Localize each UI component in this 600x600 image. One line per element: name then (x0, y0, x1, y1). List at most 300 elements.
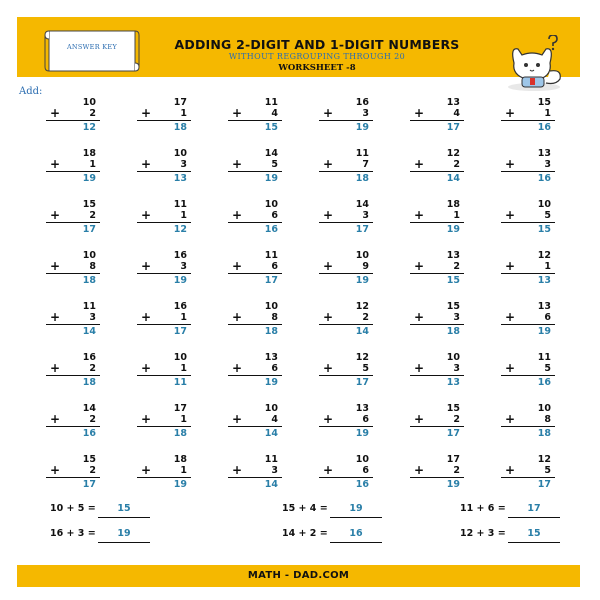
answer: 12 (173, 224, 187, 235)
sum-line (410, 222, 464, 223)
worksheet-subtitle: WITHOUT REGROUPING THROUGH 20 (228, 52, 406, 61)
bottom-number: 6 (271, 363, 278, 374)
header-band (17, 17, 580, 77)
bottom-number: 2 (89, 210, 96, 221)
addition-problem (141, 352, 191, 394)
plus-sign: + (414, 412, 425, 426)
plus-sign: + (323, 412, 334, 426)
plus-sign: + (323, 106, 334, 120)
bottom-number: 4 (453, 108, 460, 119)
sum-line (228, 273, 282, 274)
equation: 11 + 6 = (460, 503, 506, 514)
answer-line (98, 542, 150, 543)
cat-mascot-icon (500, 35, 570, 93)
sum-line (501, 426, 555, 427)
addition-problem (141, 403, 191, 445)
plus-sign: + (232, 208, 243, 222)
top-number: 15 (537, 97, 551, 108)
addition-problem (232, 97, 282, 139)
sum-line (410, 171, 464, 172)
bottom-number: 8 (89, 261, 96, 272)
top-number: 10 (82, 250, 96, 261)
bottom-number: 4 (271, 108, 278, 119)
top-number: 12 (355, 301, 369, 312)
answer: 19 (173, 479, 187, 490)
addition-problem (50, 148, 100, 190)
addition-problem (141, 148, 191, 190)
addition-problem (323, 301, 373, 343)
plus-sign: + (232, 412, 243, 426)
sum-line (501, 171, 555, 172)
bottom-number: 2 (453, 414, 460, 425)
horizontal-problem (50, 503, 160, 519)
sum-line (319, 171, 373, 172)
bottom-number: 2 (89, 363, 96, 374)
bottom-number: 5 (362, 363, 369, 374)
sum-line (137, 477, 191, 478)
bottom-number: 3 (180, 261, 187, 272)
bottom-number: 3 (362, 108, 369, 119)
addition-problem (50, 403, 100, 445)
addition-problem (505, 148, 555, 190)
answer: 15 (264, 122, 278, 133)
answer: 19 (117, 528, 131, 539)
plus-sign: + (50, 412, 61, 426)
answer: 19 (349, 503, 363, 514)
answer: 13 (446, 377, 460, 388)
bottom-number: 1 (180, 414, 187, 425)
bottom-number: 1 (544, 261, 551, 272)
answer: 17 (355, 224, 369, 235)
plus-sign: + (141, 259, 152, 273)
top-number: 10 (264, 301, 278, 312)
top-number: 10 (355, 454, 369, 465)
addition-problem (505, 403, 555, 445)
sum-line (228, 120, 282, 121)
sum-line (319, 324, 373, 325)
sum-line (501, 375, 555, 376)
answer: 17 (527, 503, 541, 514)
answer: 19 (82, 173, 96, 184)
sum-line (228, 477, 282, 478)
sum-line (46, 273, 100, 274)
top-number: 17 (446, 454, 460, 465)
bottom-number: 2 (453, 159, 460, 170)
answer: 17 (82, 224, 96, 235)
answer: 17 (264, 275, 278, 286)
sum-line (319, 477, 373, 478)
addition-problem (232, 454, 282, 496)
worksheet-number: WORKSHEET -8 (278, 63, 356, 73)
footer-band (17, 565, 580, 587)
addition-problem (232, 301, 282, 343)
sum-line (137, 426, 191, 427)
top-number: 11 (264, 250, 278, 261)
plus-sign: + (141, 106, 152, 120)
bottom-number: 5 (544, 210, 551, 221)
addition-problem (414, 97, 464, 139)
sum-line (46, 120, 100, 121)
top-number: 12 (446, 148, 460, 159)
answer: 15 (117, 503, 131, 514)
bottom-number: 3 (271, 465, 278, 476)
addition-problem (323, 97, 373, 139)
plus-sign: + (414, 361, 425, 375)
addition-problem (232, 148, 282, 190)
addition-problem (505, 250, 555, 292)
top-number: 10 (264, 199, 278, 210)
bottom-number: 1 (180, 108, 187, 119)
plus-sign: + (141, 361, 152, 375)
bottom-number: 1 (180, 465, 187, 476)
top-number: 13 (537, 148, 551, 159)
addition-problem (414, 199, 464, 241)
top-number: 10 (355, 250, 369, 261)
answer: 14 (82, 326, 96, 337)
answer: 16 (355, 479, 369, 490)
addition-problem (505, 199, 555, 241)
sum-line (410, 324, 464, 325)
plus-sign: + (505, 208, 516, 222)
top-number: 15 (446, 403, 460, 414)
plus-sign: + (323, 259, 334, 273)
bottom-number: 4 (271, 414, 278, 425)
top-number: 12 (537, 454, 551, 465)
bottom-number: 8 (271, 312, 278, 323)
bottom-number: 2 (362, 312, 369, 323)
sum-line (319, 120, 373, 121)
top-number: 12 (355, 352, 369, 363)
sum-line (137, 375, 191, 376)
bottom-number: 2 (89, 108, 96, 119)
bottom-number: 1 (180, 363, 187, 374)
sum-line (137, 273, 191, 274)
top-number: 15 (446, 301, 460, 312)
plus-sign: + (414, 310, 425, 324)
plus-sign: + (414, 208, 425, 222)
answer: 14 (264, 479, 278, 490)
plus-sign: + (232, 463, 243, 477)
answer: 18 (82, 377, 96, 388)
answer: 19 (446, 224, 460, 235)
addition-problem (141, 301, 191, 343)
top-number: 14 (355, 199, 369, 210)
add-instruction: Add: (19, 86, 43, 97)
answer: 18 (264, 326, 278, 337)
answer: 18 (355, 173, 369, 184)
top-number: 14 (82, 403, 96, 414)
bottom-number: 8 (544, 414, 551, 425)
sum-line (228, 324, 282, 325)
answer: 16 (349, 528, 363, 539)
plus-sign: + (141, 208, 152, 222)
answer: 19 (264, 173, 278, 184)
top-number: 10 (537, 403, 551, 414)
plus-sign: + (505, 106, 516, 120)
answer: 15 (446, 275, 460, 286)
plus-sign: + (505, 463, 516, 477)
addition-problem (505, 352, 555, 394)
answer: 19 (355, 428, 369, 439)
top-number: 13 (355, 403, 369, 414)
sum-line (46, 477, 100, 478)
equation: 14 + 2 = (282, 528, 328, 539)
sum-line (228, 375, 282, 376)
sum-line (410, 426, 464, 427)
sum-line (319, 273, 373, 274)
sum-line (228, 171, 282, 172)
plus-sign: + (505, 259, 516, 273)
bottom-number: 3 (362, 210, 369, 221)
answer: 14 (355, 326, 369, 337)
top-number: 17 (173, 97, 187, 108)
answer: 18 (82, 275, 96, 286)
addition-problem (141, 199, 191, 241)
plus-sign: + (505, 412, 516, 426)
addition-problem (141, 250, 191, 292)
sum-line (319, 222, 373, 223)
bottom-number: 2 (453, 465, 460, 476)
plus-sign: + (323, 157, 334, 171)
equation: 12 + 3 = (460, 528, 506, 539)
answer: 17 (355, 377, 369, 388)
bottom-number: 7 (362, 159, 369, 170)
top-number: 12 (537, 250, 551, 261)
answer: 17 (173, 326, 187, 337)
addition-problem (141, 97, 191, 139)
answer: 18 (173, 428, 187, 439)
bottom-number: 2 (453, 261, 460, 272)
bottom-number: 5 (544, 363, 551, 374)
sum-line (46, 222, 100, 223)
answer: 11 (173, 377, 187, 388)
addition-problem (232, 352, 282, 394)
bottom-number: 1 (180, 312, 187, 323)
bottom-number: 1 (180, 210, 187, 221)
addition-problem (232, 403, 282, 445)
bottom-number: 3 (180, 159, 187, 170)
horizontal-problem (282, 528, 392, 544)
sum-line (501, 324, 555, 325)
plus-sign: + (50, 259, 61, 273)
plus-sign: + (232, 310, 243, 324)
answer: 17 (537, 479, 551, 490)
addition-problem (50, 250, 100, 292)
answer: 19 (355, 122, 369, 133)
plus-sign: + (232, 157, 243, 171)
plus-sign: + (505, 157, 516, 171)
addition-problem (505, 301, 555, 343)
bottom-number: 9 (362, 261, 369, 272)
addition-problem (50, 199, 100, 241)
top-number: 16 (82, 352, 96, 363)
horizontal-problem (282, 503, 392, 519)
sum-line (501, 222, 555, 223)
sum-line (501, 120, 555, 121)
bottom-number: 3 (453, 363, 460, 374)
top-number: 10 (446, 352, 460, 363)
sum-line (410, 120, 464, 121)
addition-problem (505, 97, 555, 139)
top-number: 11 (264, 97, 278, 108)
addition-problem (323, 403, 373, 445)
answer: 16 (537, 122, 551, 133)
answer: 12 (82, 122, 96, 133)
sum-line (410, 273, 464, 274)
addition-problem (141, 454, 191, 496)
sum-line (137, 120, 191, 121)
top-number: 13 (264, 352, 278, 363)
addition-problem (323, 352, 373, 394)
top-number: 18 (446, 199, 460, 210)
top-number: 13 (446, 250, 460, 261)
answer: 18 (537, 428, 551, 439)
addition-problem (414, 148, 464, 190)
horizontal-problem (460, 528, 570, 544)
plus-sign: + (323, 310, 334, 324)
sum-line (137, 171, 191, 172)
equation: 15 + 4 = (282, 503, 328, 514)
answer: 18 (446, 326, 460, 337)
top-number: 11 (537, 352, 551, 363)
plus-sign: + (141, 412, 152, 426)
plus-sign: + (50, 463, 61, 477)
plus-sign: + (141, 463, 152, 477)
top-number: 16 (173, 301, 187, 312)
top-number: 13 (446, 97, 460, 108)
sum-line (137, 324, 191, 325)
answer: 13 (173, 173, 187, 184)
plus-sign: + (141, 310, 152, 324)
plus-sign: + (414, 106, 425, 120)
bottom-number: 2 (89, 465, 96, 476)
plus-sign: + (323, 463, 334, 477)
worksheet-title: ADDING 2-DIGIT AND 1-DIGIT NUMBERS (174, 37, 460, 52)
top-number: 14 (264, 148, 278, 159)
addition-problem (505, 454, 555, 496)
top-number: 10 (173, 148, 187, 159)
addition-problem (323, 148, 373, 190)
answer-line (330, 542, 382, 543)
addition-problem (50, 454, 100, 496)
sum-line (46, 324, 100, 325)
sum-line (228, 222, 282, 223)
answer: 15 (527, 528, 541, 539)
answer: 16 (537, 173, 551, 184)
addition-problem (50, 352, 100, 394)
answer: 16 (537, 377, 551, 388)
sum-line (228, 426, 282, 427)
plus-sign: + (50, 157, 61, 171)
plus-sign: + (414, 259, 425, 273)
plus-sign: + (50, 310, 61, 324)
answer: 19 (446, 479, 460, 490)
bottom-number: 6 (271, 261, 278, 272)
sum-line (501, 273, 555, 274)
addition-problem (414, 301, 464, 343)
sum-line (410, 477, 464, 478)
top-number: 16 (173, 250, 187, 261)
top-number: 17 (173, 403, 187, 414)
sum-line (319, 426, 373, 427)
bottom-number: 1 (544, 108, 551, 119)
horizontal-problem (460, 503, 570, 519)
top-number: 10 (82, 97, 96, 108)
answer: 16 (82, 428, 96, 439)
answer: 14 (446, 173, 460, 184)
answer: 17 (82, 479, 96, 490)
top-number: 10 (264, 403, 278, 414)
plus-sign: + (50, 361, 61, 375)
top-number: 10 (173, 352, 187, 363)
addition-problem (232, 199, 282, 241)
answer: 17 (446, 428, 460, 439)
addition-problem (50, 301, 100, 343)
top-number: 11 (173, 199, 187, 210)
plus-sign: + (232, 259, 243, 273)
bottom-number: 1 (89, 159, 96, 170)
bottom-number: 6 (362, 414, 369, 425)
top-number: 18 (82, 148, 96, 159)
answer: 19 (537, 326, 551, 337)
bottom-number: 5 (544, 465, 551, 476)
top-number: 16 (355, 97, 369, 108)
plus-sign: + (505, 361, 516, 375)
sum-line (46, 375, 100, 376)
addition-problem (50, 97, 100, 139)
top-number: 11 (264, 454, 278, 465)
top-number: 15 (82, 199, 96, 210)
answer: 19 (264, 377, 278, 388)
plus-sign: + (232, 361, 243, 375)
sum-line (501, 477, 555, 478)
answer: 14 (264, 428, 278, 439)
answer: 13 (537, 275, 551, 286)
equation: 10 + 5 = (50, 503, 96, 514)
addition-problem (323, 250, 373, 292)
addition-problem (414, 454, 464, 496)
horizontal-problem (50, 528, 160, 544)
plus-sign: + (50, 106, 61, 120)
sum-line (46, 171, 100, 172)
top-number: 10 (537, 199, 551, 210)
equation: 16 + 3 = (50, 528, 96, 539)
answer: 17 (446, 122, 460, 133)
footer-site: MATH - DAD.COM (247, 570, 350, 581)
top-number: 15 (82, 454, 96, 465)
plus-sign: + (414, 463, 425, 477)
addition-problem (232, 250, 282, 292)
top-number: 11 (82, 301, 96, 312)
answer-line (98, 517, 150, 518)
top-number: 18 (173, 454, 187, 465)
addition-problem (323, 454, 373, 496)
top-number: 11 (355, 148, 369, 159)
bottom-number: 6 (544, 312, 551, 323)
addition-problem (414, 352, 464, 394)
sum-line (46, 426, 100, 427)
bottom-number: 6 (362, 465, 369, 476)
addition-problem (414, 403, 464, 445)
plus-sign: + (232, 106, 243, 120)
sum-line (319, 375, 373, 376)
bottom-number: 3 (453, 312, 460, 323)
answer: 19 (173, 275, 187, 286)
answer: 15 (537, 224, 551, 235)
bottom-number: 2 (89, 414, 96, 425)
bottom-number: 6 (271, 210, 278, 221)
sum-line (137, 222, 191, 223)
